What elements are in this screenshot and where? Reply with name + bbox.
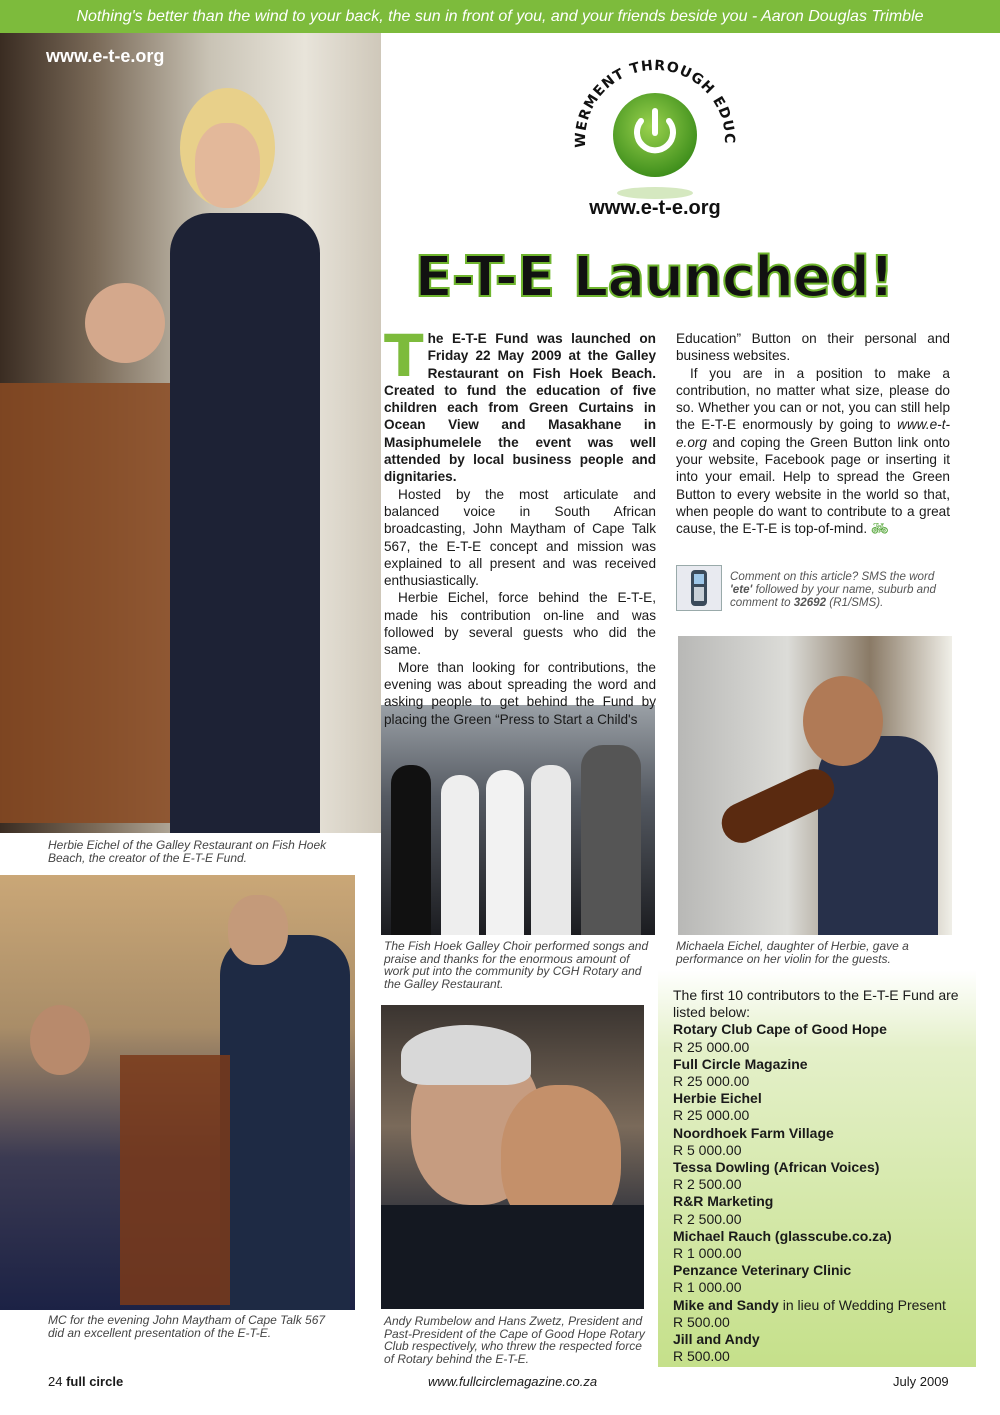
contributors-list (673, 1021, 969, 1365)
contributor-name: Full Circle Magazine (673, 1055, 808, 1072)
contributor-entry (673, 1056, 969, 1090)
top-quote: Nothing's better than the wind to your back, the sun in front of you, and your friends beside you - Aaron Douglas Trimble (76, 8, 924, 25)
contributor-entry (673, 1125, 969, 1159)
contributor-amount: R 500.00 (673, 1348, 730, 1365)
contributor-amount: R 500.00 (673, 1313, 730, 1330)
sms-comment-box (676, 565, 950, 613)
article-paragraph: If you are in a position to make a contribution, no matter what size, please do so. Whether you can or not, you can still help the E-T-E enormously by going to www.e-t-e.org and coping the Green Button link onto your website, Facebook page or inserting it into your email. Help to spread the Green Button to every website in the world so that, when people do want to contribute to a great cause, the E-T-E is top-of-mind. 🚲︎ (676, 365, 950, 537)
contributor-amount: R 1 000.00 (673, 1279, 742, 1296)
contributors-box (658, 970, 976, 1367)
article-paragraph: Education” Button on their personal and business websites. (676, 331, 950, 364)
contributor-amount: R 25 000.00 (673, 1038, 750, 1055)
contributor-amount: R 25 000.00 (673, 1073, 750, 1090)
contributor-note: in lieu of Wedding Present (778, 1296, 946, 1313)
contributor-entry (673, 1262, 969, 1296)
contributor-name: Jill and Andy (673, 1331, 760, 1348)
article-paragraph: Hosted by the most articulate and balanced voice in South African broadcasting, John Maytham of Cape Talk 567, the E-T-E concept and mission was explained to all present and was received enthusiastically. (384, 486, 656, 589)
article-link[interactable]: www.e-t-e.org (676, 417, 950, 450)
bicycle-icon: 🚲︎ (870, 520, 889, 537)
contributor-entry (673, 1021, 969, 1055)
contributor-amount: R 25 000.00 (673, 1107, 750, 1124)
caption-choir: The Fish Hoek Galley Choir performed songs and praise and thanks for the enormous amount of work put into the community by CGH Rotary and the Galley Restaurant. (384, 939, 649, 991)
contributor-amount: R 1 000.00 (673, 1245, 742, 1262)
contributor-name: Rotary Club Cape of Good Hope (673, 1021, 887, 1038)
contributor-entry (673, 1228, 969, 1262)
contributor-name: Tessa Dowling (African Voices) (673, 1159, 880, 1176)
article-paragraph: Herbie Eichel, force behind the E-T-E, made his contribution on-line and was followed by several guests who did the same. (384, 590, 656, 658)
caption-rotary: Andy Rumbelow and Hans Zwetz, President and Past-President of the Cape of Good Hope Rotary Club respectively, who threw the respected force of Rotary behind the E-T-E. (384, 1314, 645, 1366)
contributors-intro: The first 10 contributors to the E-T-E Fund are listed below: (673, 987, 959, 1021)
contributor-entry (673, 1159, 969, 1193)
caption-herbie: Herbie Eichel of the Galley Restaurant on Fish Hoek Beach, the creator of the E-T-E Fund. (48, 838, 327, 865)
contributor-entry (673, 1193, 969, 1227)
contributor-name: R&R Marketing (673, 1193, 774, 1210)
contributor-entry (673, 1297, 969, 1331)
site-url[interactable]: www.e-t-e.org (46, 46, 165, 66)
logo-arc-text: WERMENT THROUGH EDUC (572, 57, 738, 148)
photo-rotary-presidents (381, 1005, 644, 1309)
article-paragraph: More than looking for contributions, the evening was about spreading the word and asking people to get behind the Fund by placing the Green “Press to Start a Child's (384, 659, 656, 727)
contributor-amount: R 2 500.00 (673, 1210, 742, 1227)
contributor-amount: R 2 500.00 (673, 1176, 742, 1193)
article-column-1 (384, 322, 656, 728)
contributor-name: Noordhoek Farm Village (673, 1124, 834, 1141)
logo-url[interactable]: www.e-t-e.org (589, 197, 721, 219)
photo-john-maytham (0, 875, 355, 1310)
caption-michaela: Michaela Eichel, daughter of Herbie, gave a performance on her violin for the guests. (676, 939, 909, 966)
photo-herbie-speaking (0, 33, 381, 833)
contributor-name: Herbie Eichel (673, 1090, 762, 1107)
article-lead: he E-T-E Fund was launched on Friday 22 May 2009 at the Galley Restaurant on Fish Hoek Beach. Created to fund the education of five children each from Green Curtains in Ocean View and Masakhane in Masiphumelele the event was well attended by local business people and dignitaries. (384, 331, 656, 485)
top-quote-bar (0, 0, 1000, 33)
sms-instructions: Comment on this article? SMS the word 'ete' followed by your name, suburb and comment to 32692 (R1/SMS). (730, 570, 936, 609)
mobile-phone-icon (676, 565, 722, 611)
article-column-2 (676, 330, 950, 538)
contributor-name: Mike and Sandy (673, 1296, 779, 1313)
footer-url[interactable]: www.fullcirclemagazine.co.za (428, 1374, 598, 1389)
contributor-name: Michael Rauch (glasscube.co.za) (673, 1227, 892, 1244)
contributor-name: Penzance Veterinary Clinic (673, 1262, 852, 1279)
caption-mc: MC for the evening John Maytham of Cape Talk 567 did an excellent presentation of the E-T-E. (48, 1313, 326, 1340)
article-headline: E-T-E Launched! (414, 245, 894, 310)
issue-date: July 2009 (893, 1374, 949, 1389)
contributor-entry (673, 1090, 969, 1124)
page-number: 24 full circle (48, 1374, 124, 1389)
contributor-amount: R 5 000.00 (673, 1141, 742, 1158)
photo-michaela-violin (678, 636, 952, 935)
contributor-entry (673, 1331, 969, 1365)
photo-choir (381, 705, 655, 935)
drop-cap: T (384, 322, 424, 390)
